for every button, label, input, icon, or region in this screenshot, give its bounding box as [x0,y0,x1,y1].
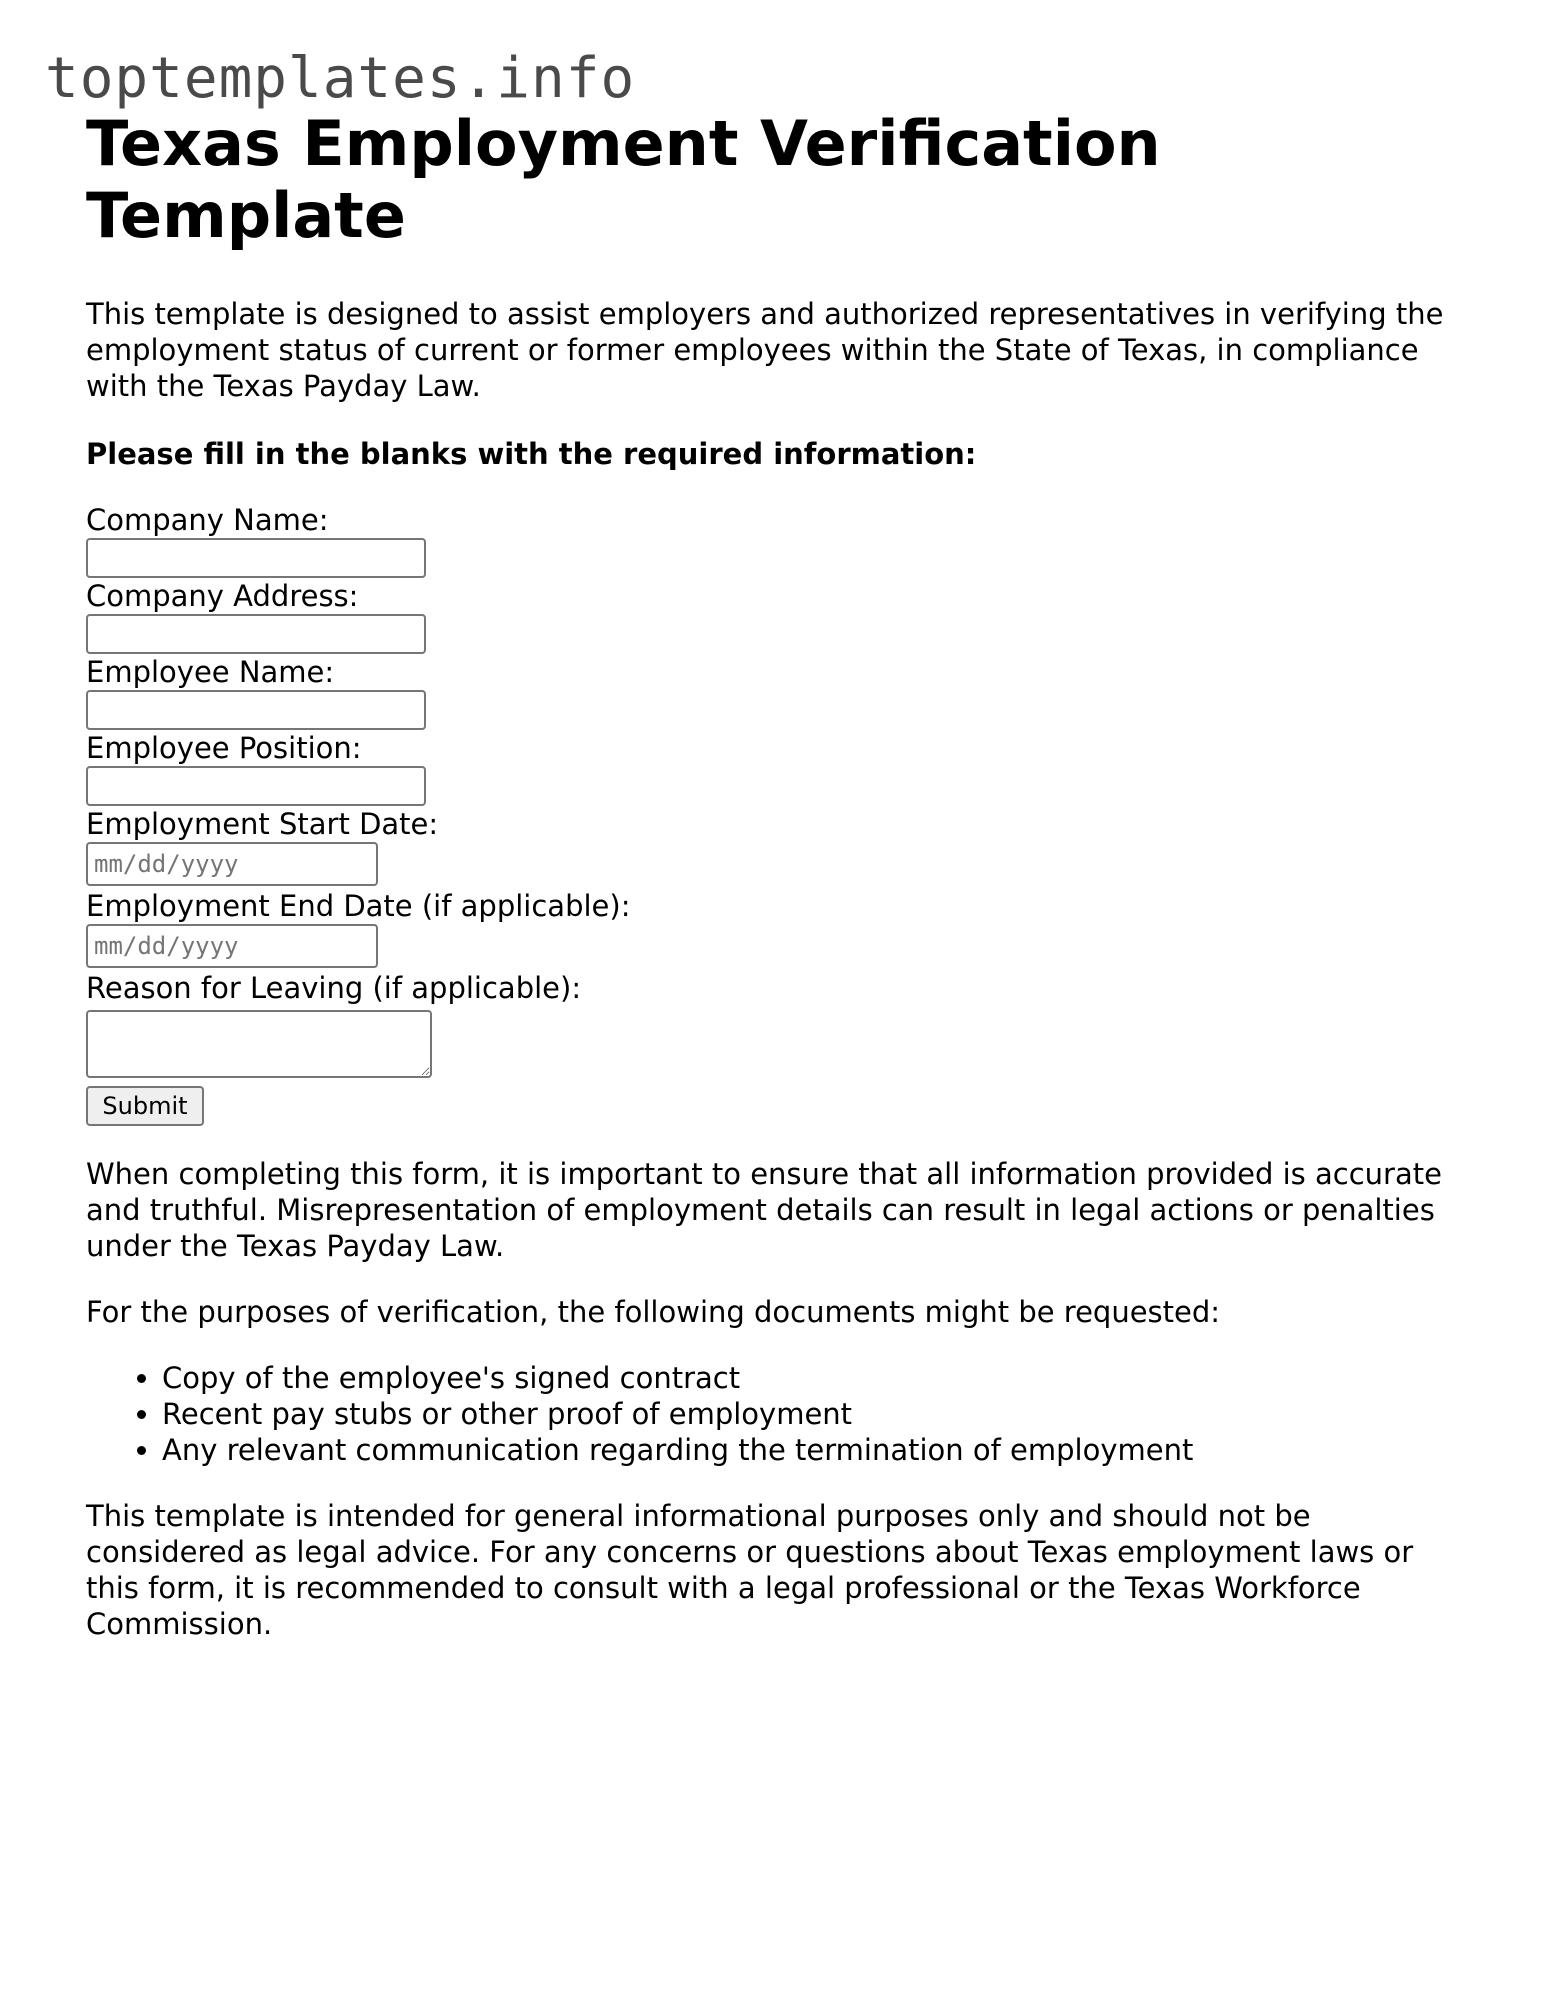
verification-form [86,502,1466,1126]
company-name-label: Company Name: [86,503,329,537]
company-name-input[interactable] [86,538,426,578]
employee-name-label: Employee Name: [86,655,335,689]
reason-label: Reason for Leaving (if applicable): [86,971,582,1005]
list-item: • Recent pay stubs or other proof of employment [162,1396,1466,1432]
documents-intro: For the purposes of verification, the following documents might be requested: [86,1295,1221,1329]
document-content [86,108,1466,1642]
submit-button[interactable]: Submit [86,1086,204,1126]
start-date-label: Employment Start Date: [86,807,439,841]
list-item: • Copy of the employee's signed contract [162,1360,1466,1396]
employee-position-label: Employee Position: [86,731,362,765]
end-date-label: Employment End Date (if applicable): [86,889,631,923]
accuracy-note: When completing this form, it is important to ensure that all information provided is accurate and truthful. Misrepresentation of employment details can result in legal actions or penalties under the Texas Payday Law. [86,1157,1442,1263]
intro-paragraph: This template is designed to assist employers and authorized representatives in verifying the employment status of current or former employees within the State of Texas, in compliance with the Texas Payday Law. [86,297,1444,403]
disclaimer-paragraph: This template is intended for general informational purposes only and should not be considered as legal advice. For any concerns or questions about Texas employment laws or this form, it is recommended to consult with a legal professional or the Texas Workforce Commission. [86,1499,1414,1641]
company-address-input[interactable] [86,614,426,654]
company-address-label: Company Address: [86,579,359,613]
start-date-input[interactable] [86,842,378,886]
employee-position-input[interactable] [86,766,426,806]
page-title: Texas Employment Verification Template [86,107,1161,252]
form-instruction: Please fill in the blanks with the required information: [86,437,977,471]
list-item: • Any relevant communication regarding the termination of employment [162,1432,1466,1468]
watermark-text: toptemplates.info [45,46,636,111]
end-date-input[interactable] [86,924,378,968]
reason-textarea[interactable] [86,1010,432,1078]
employee-name-input[interactable] [86,690,426,730]
documents-list [86,1360,1466,1468]
